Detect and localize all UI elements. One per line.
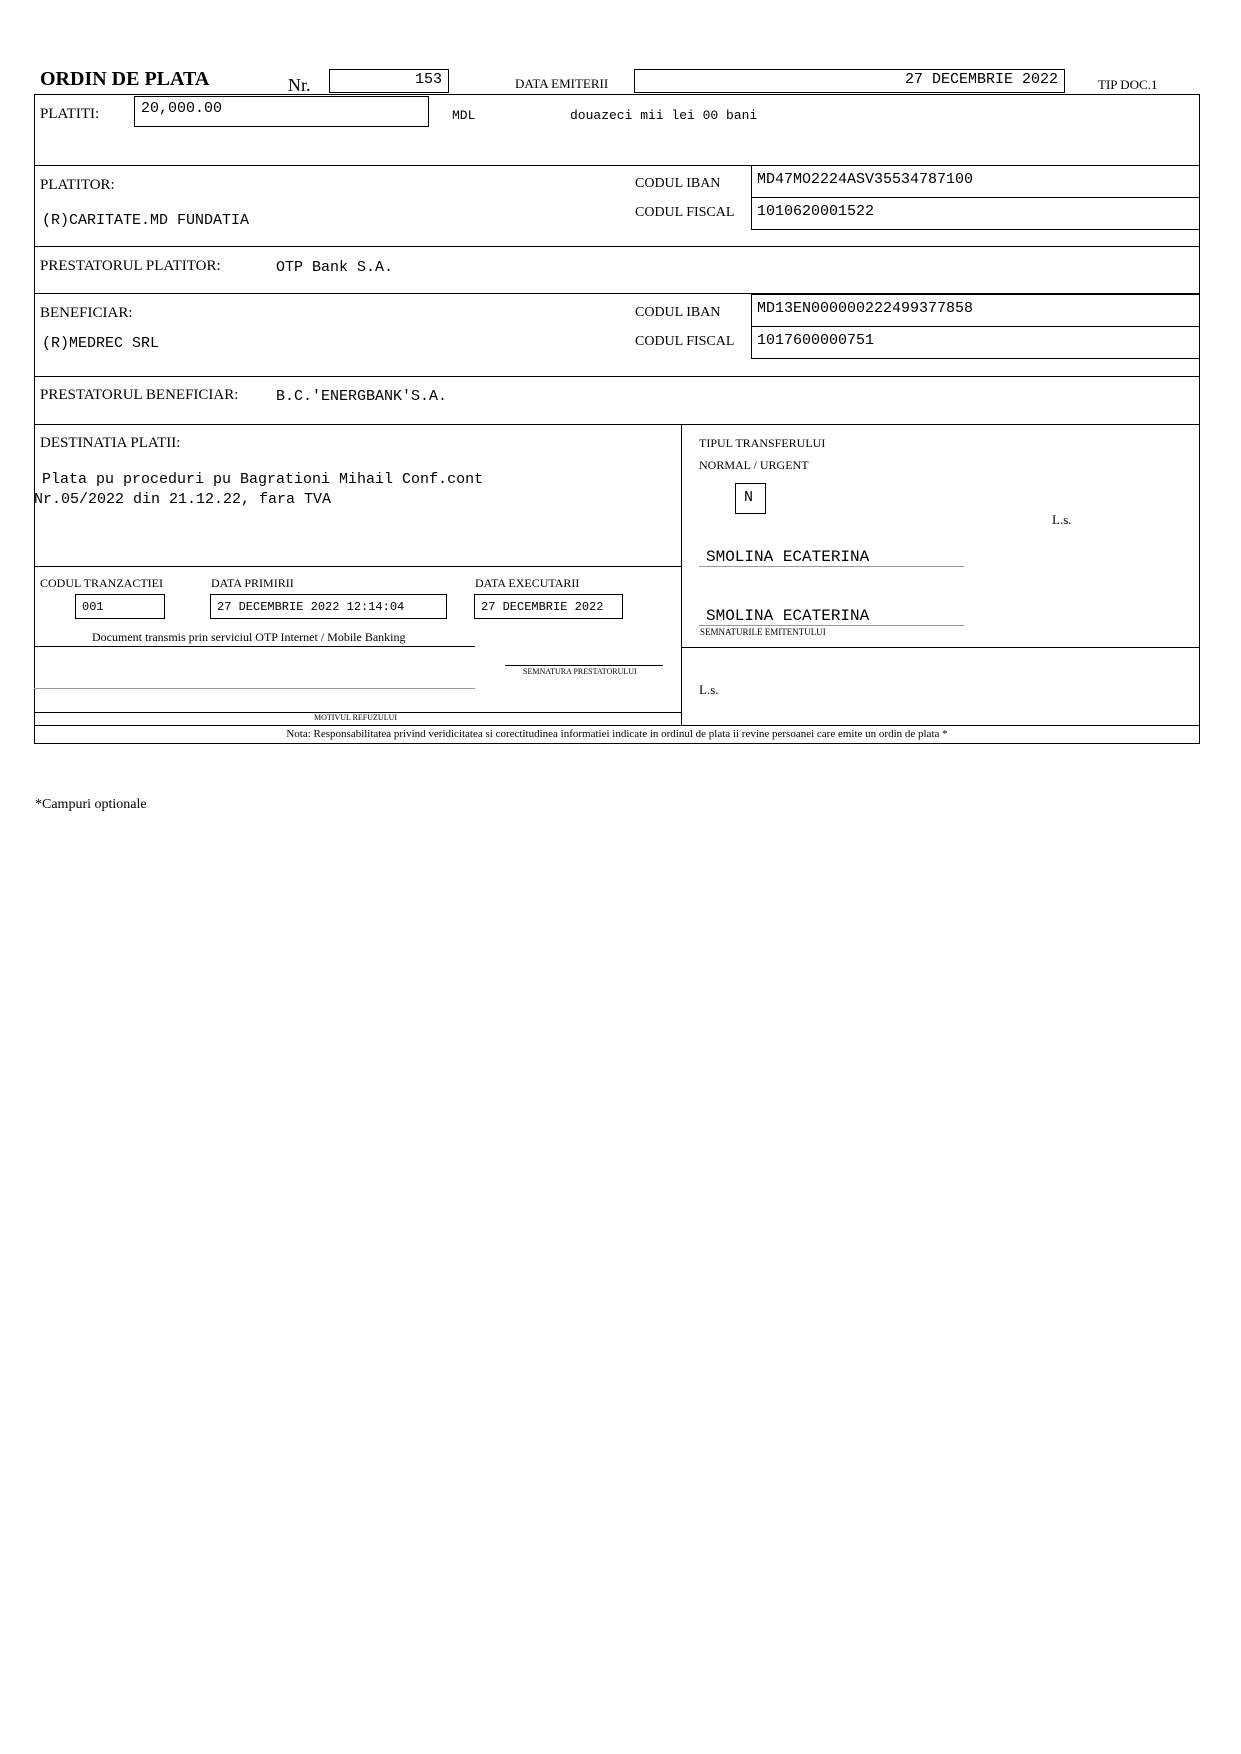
signature-line-1 — [699, 566, 964, 567]
divider — [34, 646, 475, 647]
provider-signature-line — [505, 665, 663, 666]
optional-fields-note: *Campuri optionale — [35, 797, 147, 812]
responsibility-note: Nota: Responsabilitatea privind veridicitatea si corectitudinea informatiei indicate in ordinul de plata ii revine persoanei care emite un ordin de plata * — [286, 728, 948, 740]
transfer-type-value: N — [744, 489, 754, 506]
amount-in-words: douazeci mii lei 00 bani — [570, 108, 758, 123]
received-date-value: 27 DECEMBRIE 2022 12:14:04 — [217, 600, 405, 614]
transfer-type-box — [735, 483, 766, 514]
issue-date-label: DATA EMITERII — [515, 76, 609, 91]
order-number-box — [329, 69, 449, 93]
execution-date-value: 27 DECEMBRIE 2022 — [481, 600, 604, 614]
stamp-place-1: L.s. — [1052, 512, 1072, 527]
signature-1: SMOLINA ECATERINA — [706, 548, 870, 566]
order-number-label: Nr. — [288, 75, 311, 95]
payer-iban-box — [751, 165, 1200, 198]
beneficiary-iban-box — [751, 294, 1200, 327]
payer-label: PLATITOR: — [40, 177, 115, 193]
order-number-value: 153 — [414, 71, 442, 88]
beneficiary-fiscal-box — [751, 326, 1200, 359]
transaction-code-box — [75, 594, 165, 619]
destination-line-1: Plata pu proceduri pu Bagrationi Mihail Conf.cont — [42, 471, 484, 488]
signature-line-2 — [699, 625, 964, 626]
payer-provider-name: OTP Bank S.A. — [276, 259, 394, 276]
beneficiary-name: (R)MEDREC SRL — [42, 335, 160, 352]
transaction-code-label: CODUL TRANZACTIEI — [40, 576, 163, 590]
refusal-reason-line — [34, 688, 475, 689]
doc-type-label: TIP DOC.1 — [1098, 77, 1158, 92]
destination-label: DESTINATIA PLATII: — [40, 435, 181, 451]
divider — [34, 424, 1200, 425]
document-title: ORDIN DE PLATA — [40, 68, 210, 90]
beneficiary-iban-label: CODUL IBAN — [635, 305, 721, 320]
currency: MDL — [452, 108, 476, 123]
beneficiary-provider-name: B.C.'ENERGBANK'S.A. — [276, 388, 448, 405]
beneficiary-fiscal-value: 1017600000751 — [757, 332, 875, 349]
divider — [681, 647, 1200, 648]
payer-fiscal-label: CODUL FISCAL — [635, 205, 735, 220]
transfer-type-sublabel: NORMAL / URGENT — [699, 458, 809, 472]
destination-line-2: Nr.05/2022 din 21.12.22, fara TVA — [34, 491, 332, 508]
issue-date-value: 27 DECEMBRIE 2022 — [904, 71, 1058, 88]
refusal-reason-label: MOTIVUL REFUZULUI — [314, 713, 398, 722]
beneficiary-label: BENEFICIAR: — [40, 305, 133, 321]
transaction-code-value: 001 — [82, 600, 104, 614]
execution-date-box — [474, 594, 623, 619]
issue-date-box — [634, 69, 1065, 93]
signature-2: SMOLINA ECATERINA — [706, 607, 870, 625]
payment-label: PLATITI: — [40, 106, 100, 122]
execution-date-label: DATA EXECUTARII — [475, 576, 580, 590]
beneficiary-iban-value: MD13EN000000222499377858 — [757, 300, 974, 317]
beneficiary-fiscal-label: CODUL FISCAL — [635, 334, 735, 349]
received-date-label: DATA PRIMIRII — [211, 576, 294, 590]
payer-fiscal-value: 1010620001522 — [757, 203, 875, 220]
divider — [34, 246, 1200, 247]
column-divider — [681, 424, 682, 725]
payer-iban-value: MD47MO2224ASV35534787100 — [757, 171, 974, 188]
stamp-place-2: L.s. — [699, 682, 719, 697]
payer-fiscal-box — [751, 197, 1200, 230]
transmission-note: Document transmis prin serviciul OTP Internet / Mobile Banking — [92, 630, 406, 644]
payer-provider-label: PRESTATORUL PLATITOR: — [40, 258, 221, 274]
divider — [34, 566, 681, 567]
signatures-label: SEMNATURILE EMITENTULUI — [700, 627, 826, 637]
payer-name: (R)CARITATE.MD FUNDATIA — [42, 212, 250, 229]
payer-iban-label: CODUL IBAN — [635, 176, 721, 191]
divider — [34, 376, 1200, 377]
beneficiary-provider-label: PRESTATORUL BENEFICIAR: — [40, 387, 239, 403]
divider — [34, 725, 1200, 726]
received-date-box — [210, 594, 447, 619]
amount-box — [134, 96, 429, 127]
amount-value: 20,000.00 — [141, 100, 223, 117]
provider-signature-label: SEMNATURA PRESTATORULUI — [523, 667, 637, 676]
transfer-type-label: TIPUL TRANSFERULUI — [699, 436, 826, 450]
